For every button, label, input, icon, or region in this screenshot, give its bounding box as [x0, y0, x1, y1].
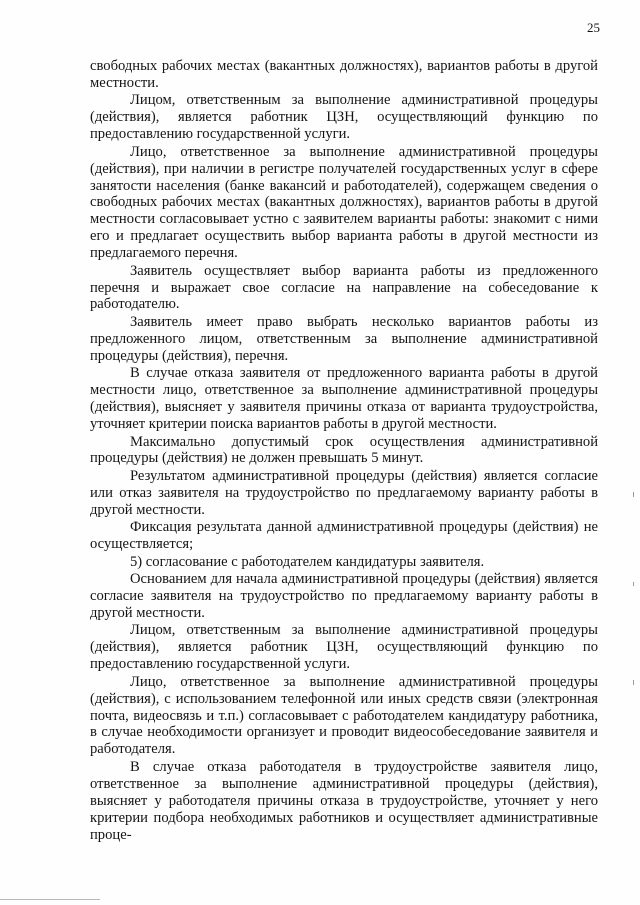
- paragraph: Лицом, ответственным за выполнение административной процедуры (действия), является работник ЦЗН, осуществляющий функцию по предоставлению государственной услуги.: [90, 622, 598, 673]
- paragraph: Лицо, ответственное за выполнение административной процедуры (действия), с использованием телефонной или иных средств связи (электронная почта, видеосвязь и т.п.) согласовывает с работодателем кандидатуру работника, в случае необходимости организует и проводит видеособеседование заявителя и работодателя.: [90, 673, 598, 758]
- page-number: 25: [587, 20, 600, 35]
- paragraph: Основанием для начала административной процедуры (действия) является согласие заявителя на трудоустройство по предлагаемому варианту работы в другой местности.: [90, 571, 598, 621]
- paragraph: Заявитель имеет право выбрать несколько вариантов работы из предложенного лицом, ответственным за выполнение административной процедуры (действия), перечня.: [90, 313, 598, 364]
- paragraph: Заявитель осуществляет выбор варианта работы из предложенного перечня и выражает свое согласие на направление на собеседование к работодателю.: [90, 262, 598, 313]
- scan-artifact: [633, 680, 634, 685]
- document-body: [90, 58, 598, 843]
- paragraph: Лицо, ответственное за выполнение административной процедуры (действия), при наличии в регистре получателей государственных услуг в сфере занятости населения (банке вакансий и работодателей), содержащем сведения о свободных рабочих местах (вакантных должностях), вариантов работы в другой местности согласовывает устно с заявителем варианты работы: знакомит с ними его и предлагает осуществить выбор варианта работы в другой местности из предлагаемого перечня.: [90, 143, 598, 262]
- scan-artifact: [633, 492, 634, 497]
- paragraph: Результатом административной процедуры (действия) является согласие или отказ заявителя на трудоустройство по предлагаемому варианту работы в другой местности.: [90, 467, 598, 518]
- paragraph: В случае отказа заявителя от предложенного варианта работы в другой местности лицо, ответственное за выполнение административной процедуры (действия), выясняет у заявителя причины отказа от варианта трудоустройства, уточняет критерии поиска вариантов работы в другой местности.: [90, 365, 598, 432]
- paragraph: Лицом, ответственным за выполнение административной процедуры (действия), является работник ЦЗН, осуществляющий функцию по предоставлению государственной услуги.: [90, 92, 598, 143]
- scan-edge-line: [0, 899, 100, 900]
- scan-artifact: [633, 582, 634, 586]
- paragraph: свободных рабочих местах (вакантных должностях), вариантов работы в другой местности.: [90, 58, 598, 91]
- paragraph: Фиксация результата данной административной процедуры (действия) не осуществляется;: [90, 519, 598, 553]
- paragraph: В случае отказа работодателя в трудоустройстве заявителя лицо, ответственное за выполнение административной процедуры (действия), выясняет у работодателя причины отказа в трудоустройстве, уточняет у него критерии подбора необходимых работников и осуществляет административные проце-: [90, 758, 598, 843]
- list-item: 5) согласование с работодателем кандидатуры заявителя.: [130, 553, 485, 570]
- paragraph: Максимально допустимый срок осуществления административной процедуры (действия) не должен превышать 5 минут.: [90, 433, 598, 467]
